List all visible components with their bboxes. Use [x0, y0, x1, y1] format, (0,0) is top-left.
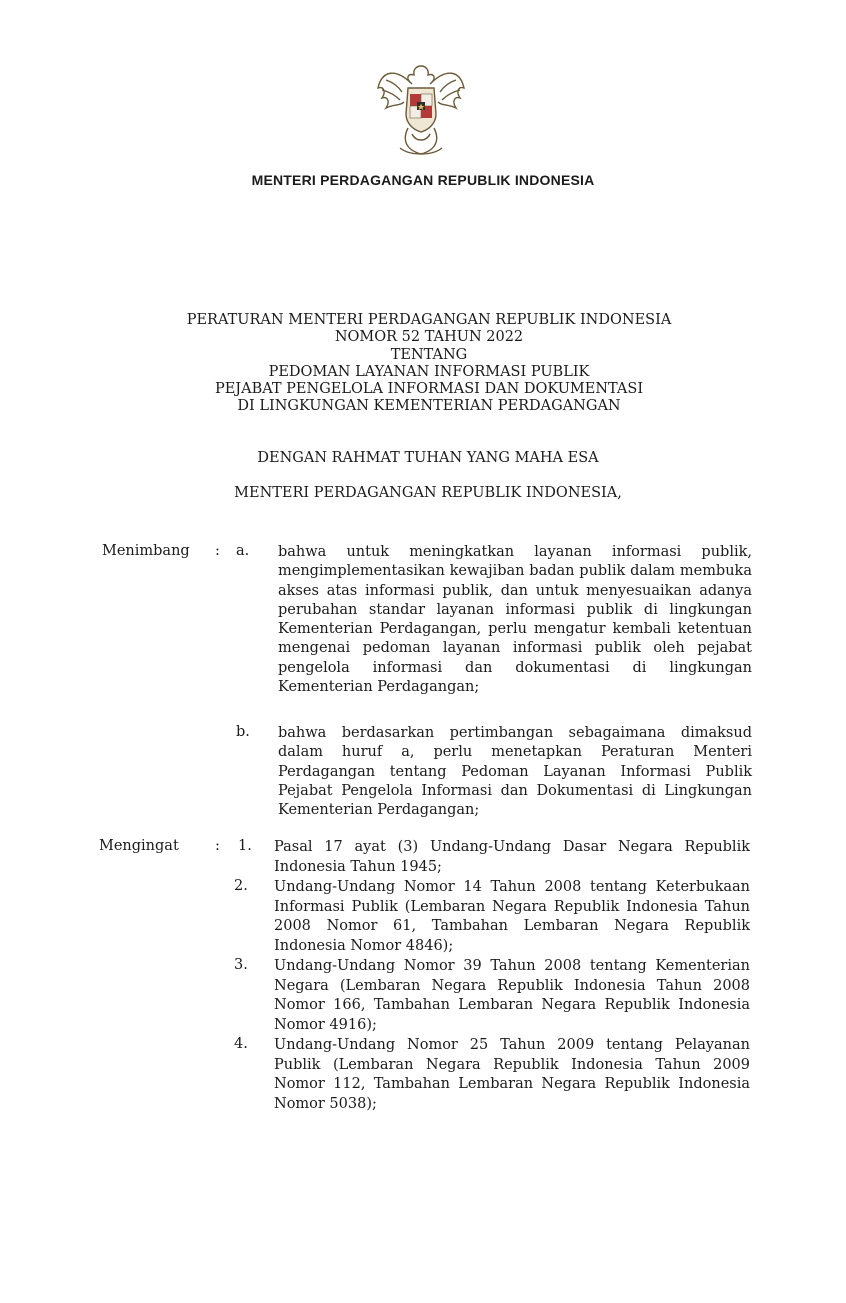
item-marker: 2. [234, 878, 248, 894]
legal-basis-item: Undang-Undang Nomor 39 Tahun 2008 tentang Kementerian Negara (Lembaran Negara Republik Indonesia Tahun 2008 Nomor 166, Tambahan Lembaran Negara Republik Indonesia Nomor 4916); [274, 958, 750, 1033]
title-line: PEJABAT PENGELOLA INFORMASI DAN DOKUMENTASI [214, 381, 644, 398]
issuer-line: MENTERI PERDAGANGAN REPUBLIK INDONESIA, [234, 485, 622, 501]
legal-basis-item: Pasal 17 ayat (3) Undang-Undang Dasar Negara Republik Indonesia Tahun 1945; [274, 839, 750, 875]
item-marker: a. [236, 543, 250, 559]
regulation-title [0, 312, 846, 416]
legal-basis-item: Undang-Undang Nomor 25 Tahun 2009 tentang Pelayanan Publik (Lembaran Negara Republik Indonesia Tahun 2009 Nomor 112, Tambahan Lembaran Negara Republik Indonesia Nomor 5038); [274, 1037, 750, 1112]
item-marker: 3. [234, 957, 248, 973]
title-line: DI LINGKUNGAN KEMENTERIAN PERDAGANGAN [237, 398, 621, 415]
title-line: PERATURAN MENTERI PERDAGANGAN REPUBLIK INDONESIA [186, 312, 672, 328]
consideration-item: bahwa untuk meningkatkan layanan informasi publik, mengimplementasikan kewajiban badan publik dalam membuka akses atas informasi publik, dan untuk menyesuaikan adanya perubahan standar layanan informasi publik di lingkungan Kementerian Perdagangan, perlu mengatur kembali ketentuan mengenai pedoman layanan informasi publik oleh pejabat pengelola informasi dan dokumentasi di lingkungan Kementerian Perdagangan; [278, 544, 752, 696]
regulation-number: NOMOR 52 TAHUN 2022 [334, 329, 524, 346]
item-marker: 4. [234, 1036, 248, 1052]
legal-basis-item: Undang-Undang Nomor 14 Tahun 2008 tentang Keterbukaan Informasi Publik (Lembaran Negara Republik Indonesia Tahun 2008 Nomor 61, Tambahan Lembaran Negara Republik Indonesia Nomor 4846); [274, 879, 750, 954]
title-line: TENTANG [390, 346, 468, 363]
colon: : [215, 838, 220, 854]
invocation: DENGAN RAHMAT TUHAN YANG MAHA ESA [257, 450, 599, 466]
garuda-emblem-icon [372, 58, 470, 160]
item-marker: 1. [238, 838, 252, 854]
ministry-heading: MENTERI PERDAGANGAN REPUBLIK INDONESIA [251, 172, 595, 188]
item-marker: b. [236, 724, 250, 740]
colon: : [215, 543, 220, 559]
title-line: PEDOMAN LAYANAN INFORMASI PUBLIK [268, 363, 590, 380]
mengingat-label: Mengingat [99, 838, 179, 854]
menimbang-label: Menimbang [102, 543, 190, 559]
consideration-item: bahwa berdasarkan pertimbangan sebagaimana dimaksud dalam huruf a, perlu menetapkan Peraturan Menteri Perdagangan tentang Pedoman Layanan Informasi Publik Pejabat Pengelola Informasi dan Dokumentasi di Lingkungan Kementerian Perdagangan; [278, 725, 752, 819]
